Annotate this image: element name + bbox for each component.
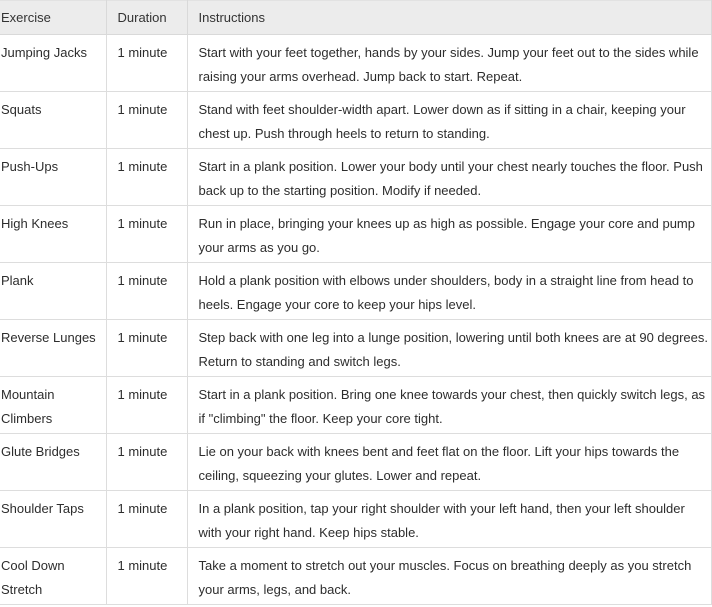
exercise-cell: Push-Ups — [0, 149, 106, 206]
table-row — [0, 263, 711, 320]
table-header — [0, 1, 711, 35]
exercise-cell: Jumping Jacks — [0, 35, 106, 92]
header-exercise: Exercise — [0, 1, 106, 35]
duration-cell: 1 minute — [106, 92, 187, 149]
header-instructions: Instructions — [187, 1, 711, 35]
table-row — [0, 377, 711, 434]
exercise-cell: Plank — [0, 263, 106, 320]
table-row — [0, 491, 711, 548]
table-row — [0, 320, 711, 377]
table-row — [0, 149, 711, 206]
instructions-cell: Lie on your back with knees bent and feet flat on the floor. Lift your hips towards the ceiling, squeezing your glutes. Lower and repeat. — [187, 434, 711, 491]
instructions-cell: In a plank position, tap your right shoulder with your left hand, then your left shoulder with your right hand. Keep hips stable. — [187, 491, 711, 548]
duration-cell: 1 minute — [106, 35, 187, 92]
table-row — [0, 92, 711, 149]
header-row — [0, 1, 711, 35]
duration-cell: 1 minute — [106, 320, 187, 377]
duration-cell: 1 minute — [106, 434, 187, 491]
exercise-cell: Squats — [0, 92, 106, 149]
instructions-cell: Start in a plank position. Lower your body until your chest nearly touches the floor. Push back up to the starting position. Modify if needed. — [187, 149, 711, 206]
instructions-cell: Hold a plank position with elbows under shoulders, body in a straight line from head to heels. Engage your core to keep your hips level. — [187, 263, 711, 320]
instructions-cell: Step back with one leg into a lunge position, lowering until both knees are at 90 degrees. Return to standing and switch legs. — [187, 320, 711, 377]
duration-cell: 1 minute — [106, 491, 187, 548]
instructions-cell: Stand with feet shoulder-width apart. Lower down as if sitting in a chair, keeping your chest up. Push through heels to return to standing. — [187, 92, 711, 149]
duration-cell: 1 minute — [106, 149, 187, 206]
exercise-cell: Cool Down Stretch — [0, 548, 106, 605]
instructions-cell: Take a moment to stretch out your muscles. Focus on breathing deeply as you stretch your arms, legs, and back. — [187, 548, 711, 605]
table-row — [0, 548, 711, 605]
table-row — [0, 206, 711, 263]
duration-cell: 1 minute — [106, 548, 187, 605]
exercise-cell: Mountain Climbers — [0, 377, 106, 434]
table-row — [0, 35, 711, 92]
instructions-cell: Start in a plank position. Bring one knee towards your chest, then quickly switch legs, as if "climbing" the floor. Keep your core tight. — [187, 377, 711, 434]
exercise-cell: Glute Bridges — [0, 434, 106, 491]
exercise-cell: Shoulder Taps — [0, 491, 106, 548]
table-row — [0, 434, 711, 491]
exercise-cell: Reverse Lunges — [0, 320, 106, 377]
duration-cell: 1 minute — [106, 263, 187, 320]
duration-cell: 1 minute — [106, 377, 187, 434]
table-body — [0, 35, 711, 605]
exercise-cell: High Knees — [0, 206, 106, 263]
duration-cell: 1 minute — [106, 206, 187, 263]
header-duration: Duration — [106, 1, 187, 35]
instructions-cell: Start with your feet together, hands by your sides. Jump your feet out to the sides while raising your arms overhead. Jump back to start. Repeat. — [187, 35, 711, 92]
instructions-cell: Run in place, bringing your knees up as high as possible. Engage your core and pump your arms as you go. — [187, 206, 711, 263]
